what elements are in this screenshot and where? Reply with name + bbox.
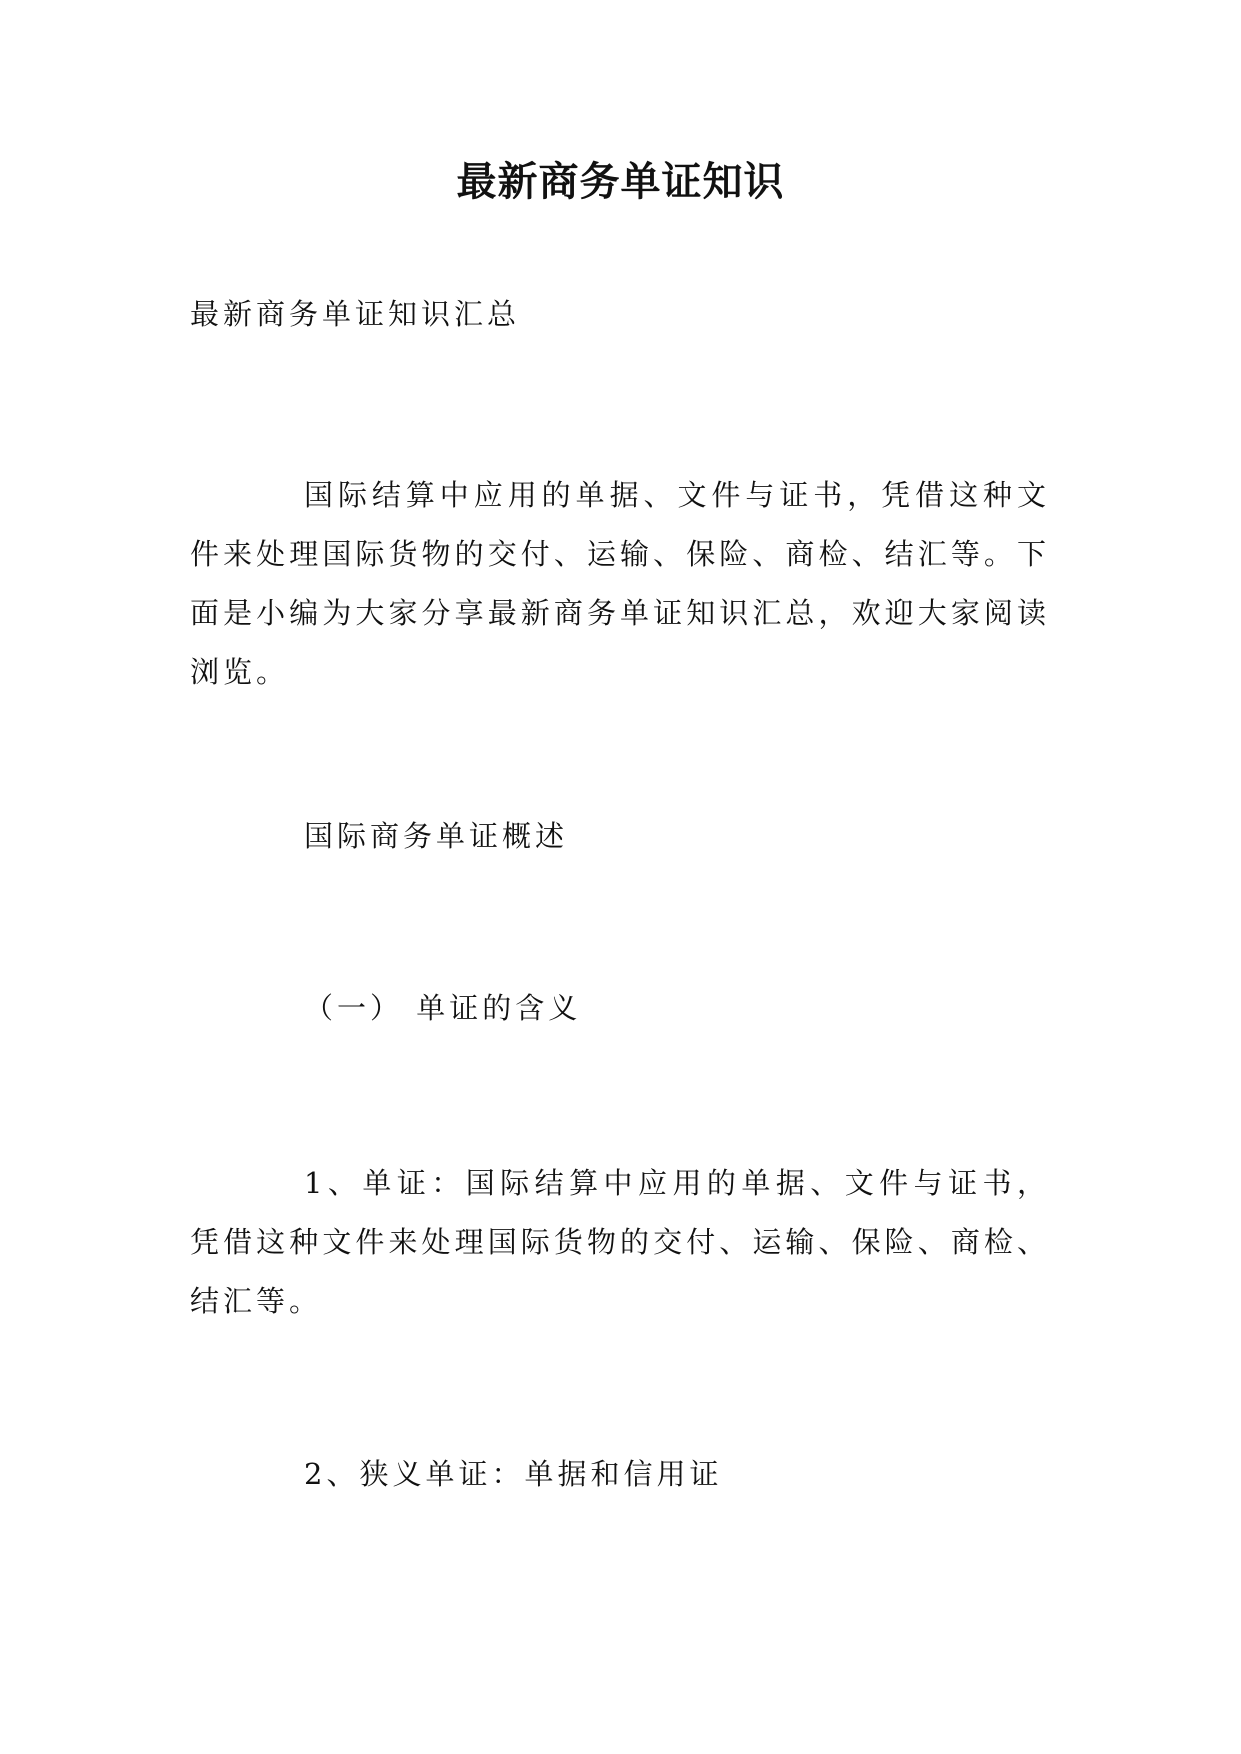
document-subtitle: 最新商务单证知识汇总 — [190, 297, 521, 331]
intro-paragraph: 国际结算中应用的单据、文件与证书，凭借这种文件来处理国际货物的交付、运输、保险、商检、结汇等。下面是小编为大家分享最新商务单证知识汇总，欢迎大家阅读浏览。 — [190, 478, 1050, 689]
list-item-narrow-definition: 2、狭义单证：单据和信用证 — [304, 1457, 723, 1491]
list-item-definition: 1、单证：国际结算中应用的单据、文件与证书，凭借这种文件来处理国际货物的交付、运输、保险、商检、结汇等。 — [190, 1166, 1050, 1318]
section-heading-overview: 国际商务单证概述 — [304, 819, 569, 853]
document-title: 最新商务单证知识 — [456, 158, 785, 205]
section-heading-meaning: （一） 单证的含义 — [304, 991, 582, 1025]
